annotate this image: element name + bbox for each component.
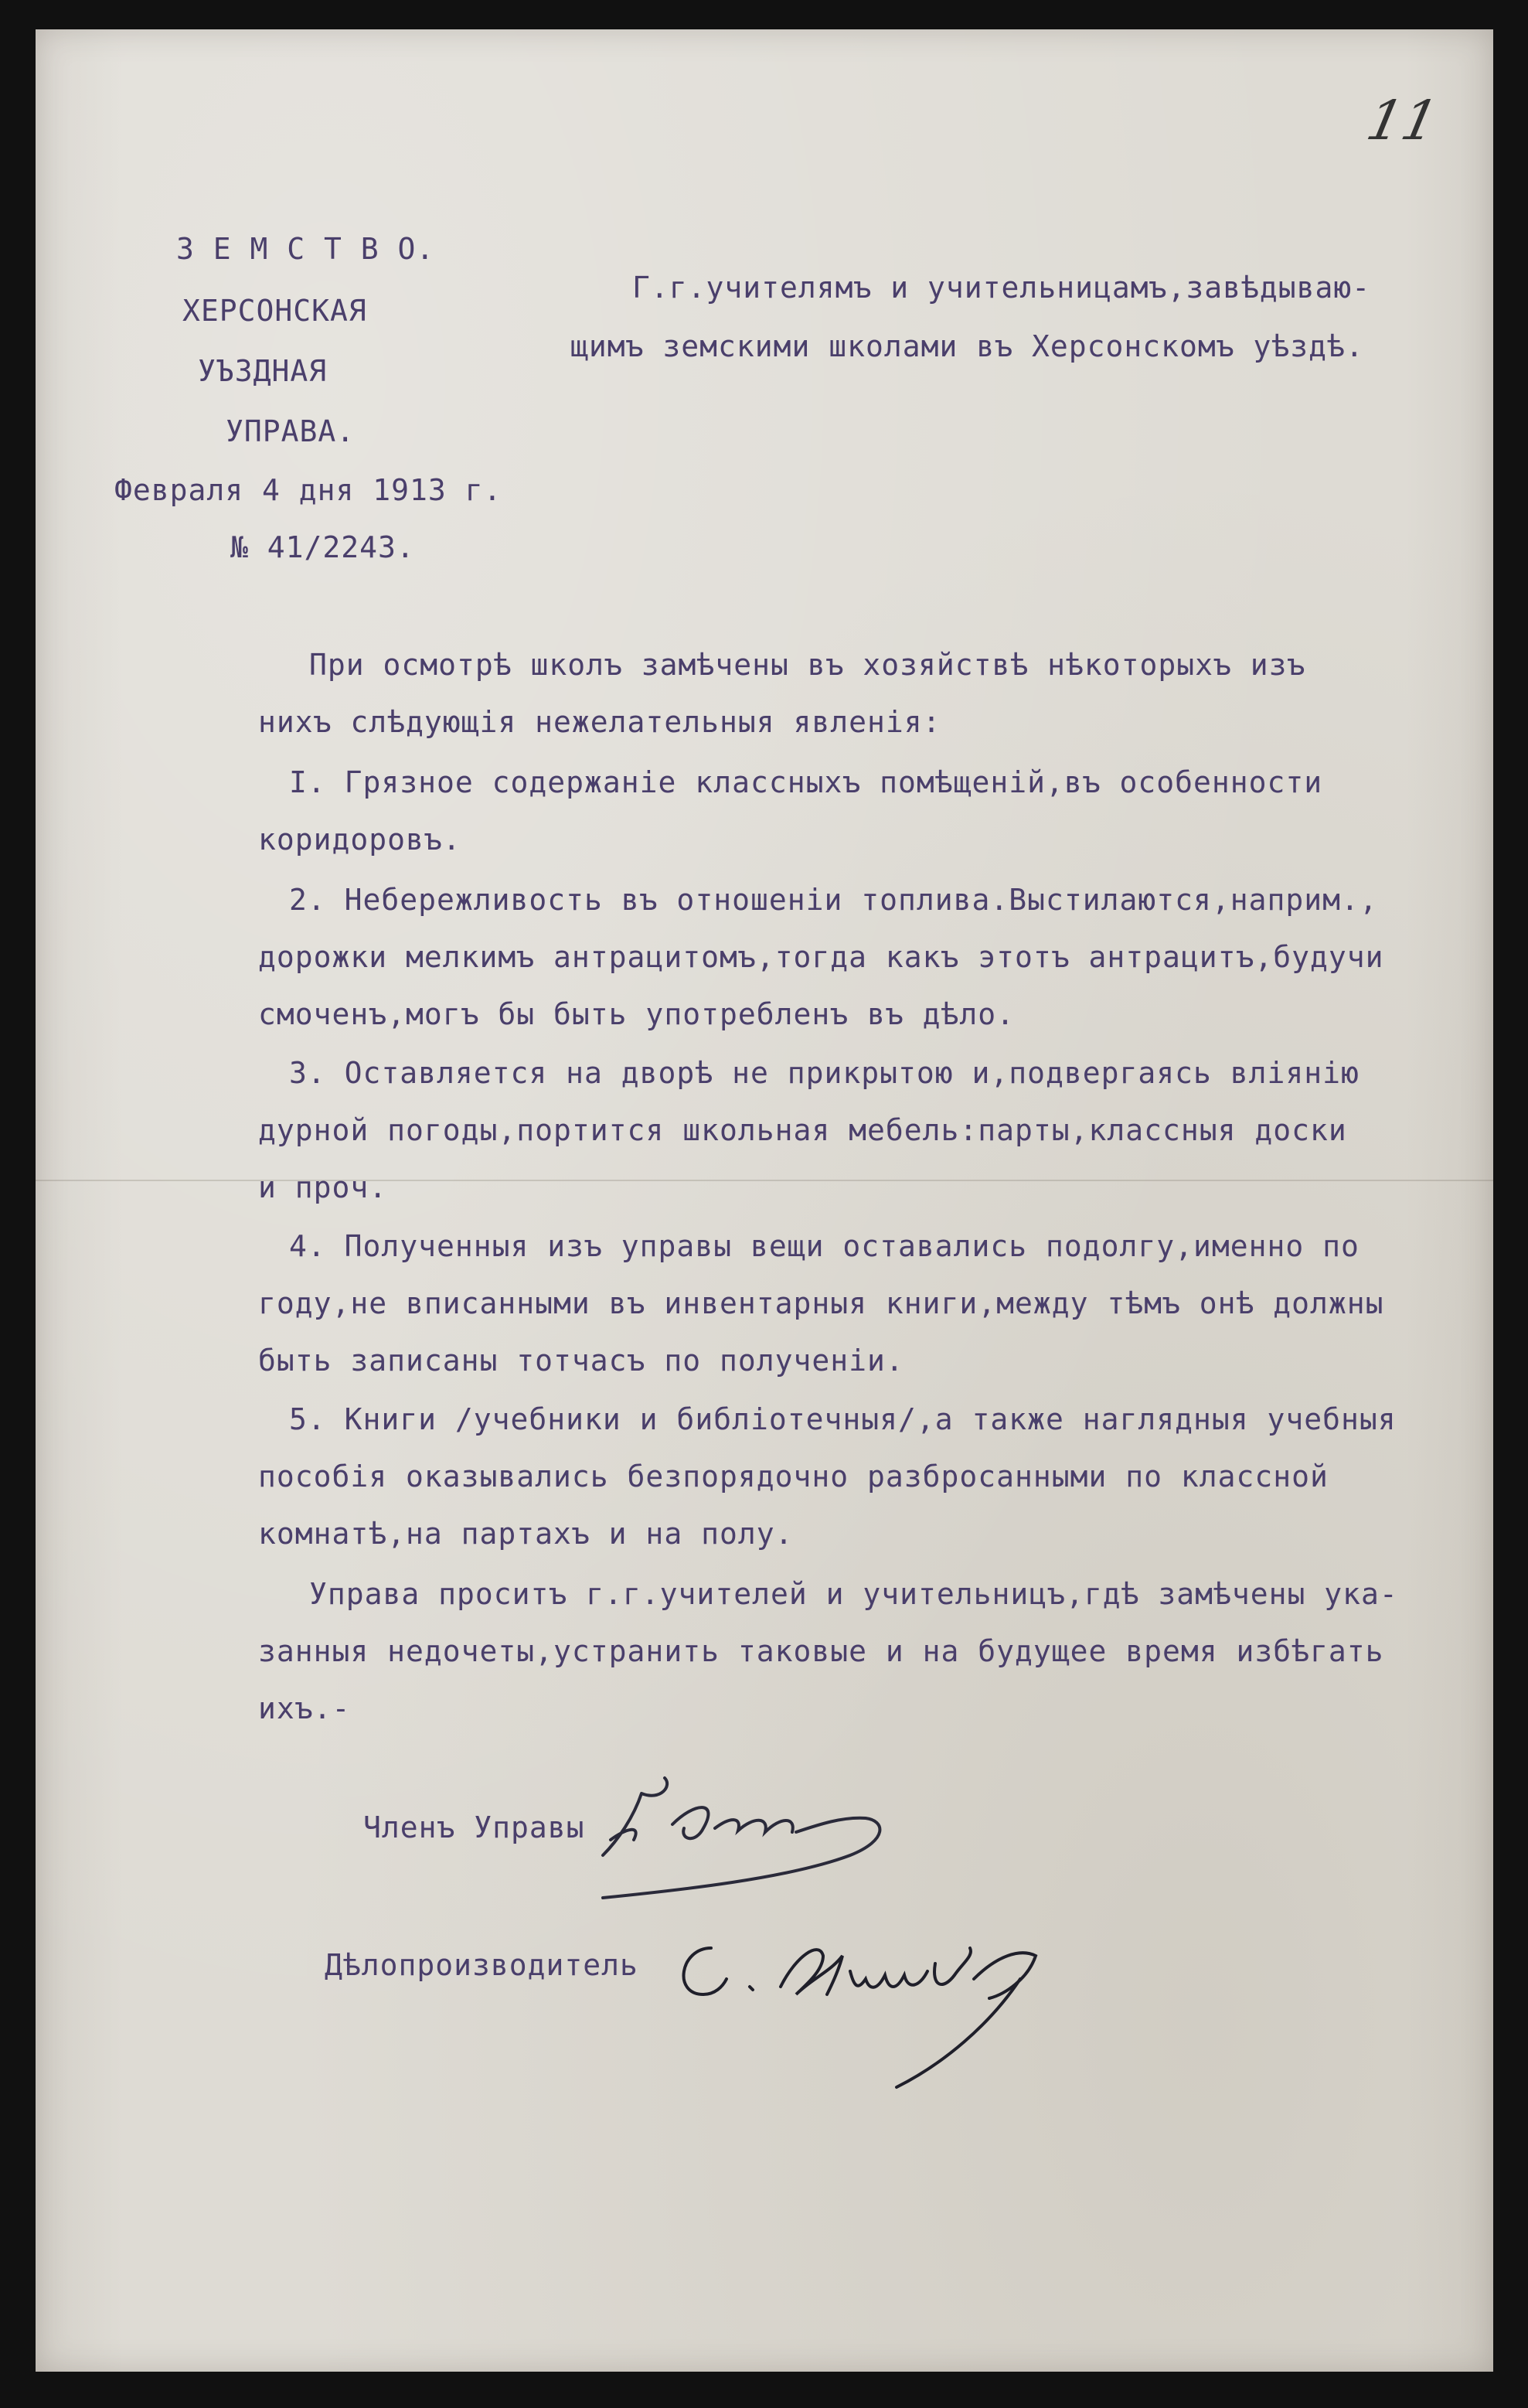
header-zemstvo: З Е М С Т В О. xyxy=(176,232,435,266)
member-signature xyxy=(587,1755,943,1909)
closing-line-3: ихъ.- xyxy=(258,1691,351,1725)
item-4-line-2: году,не вписанными въ инвентарныя книги,между тѣмъ онѣ должны xyxy=(258,1286,1384,1320)
header-uprava: УПРАВА. xyxy=(226,414,356,448)
addressee-line-1: Г.г.учителямъ и учительницамъ,завѣдываю- xyxy=(632,271,1371,305)
body-intro-2: нихъ слѣдующія нежелательныя явленія: xyxy=(258,705,941,739)
item-3-line-3: и проч. xyxy=(258,1170,388,1204)
item-2-line-2: дорожки мелкимъ антрацитомъ,тогда какъ этотъ антрацитъ,будучи xyxy=(258,940,1384,974)
body-intro-1: При осмотрѣ школъ замѣчены въ хозяйствѣ нѣкоторыхъ изъ xyxy=(309,648,1306,682)
fold-line xyxy=(36,1180,1493,1181)
item-2-line-3: смоченъ,могъ бы быть употребленъ въ дѣло. xyxy=(258,997,1015,1031)
header-kherson: ХЕРСОНСКАЯ xyxy=(182,294,367,328)
item-5-line-1: 5. Книги /учебники и библіотечныя/,а также наглядныя учебныя xyxy=(289,1402,1397,1436)
item-4-line-1: 4. Полученныя изъ управы вещи оставались подолгу,именно по xyxy=(289,1229,1360,1263)
item-5-line-3: комнатѣ,на партахъ и на полу. xyxy=(258,1517,794,1551)
item-2-line-1: 2. Небережливость въ отношеніи топлива.Выстилаются,наприм., xyxy=(289,883,1378,917)
item-4-line-3: быть записаны тотчасъ по полученіи. xyxy=(258,1344,904,1378)
header-number: № 41/2243. xyxy=(230,530,415,564)
member-label: Членъ Управы xyxy=(363,1810,585,1844)
addressee-line-2: щимъ земскими школами въ Херсонскомъ уѣздѣ. xyxy=(570,329,1364,363)
header-uezdnaya: УЪЗДНАЯ xyxy=(198,354,328,388)
header-date: Февраля 4 дня 1913 г. xyxy=(114,473,502,507)
item-1-line-2: коридоровъ. xyxy=(258,823,461,857)
clerk-label: Дѣлопроизводитель xyxy=(325,1948,638,1982)
clerk-signature xyxy=(665,1925,1098,2095)
item-3-line-2: дурной погоды,портится школьная мебель:парты,классныя доски xyxy=(258,1113,1347,1147)
closing-line-1: Управа проситъ г.г.учителей и учительницъ,гдѣ замѣчены ука- xyxy=(309,1577,1398,1611)
archive-number: 11 xyxy=(1361,89,1444,152)
closing-line-2: занныя недочеты,устранить таковые и на будущее время избѣгать xyxy=(258,1634,1384,1668)
item-1-line-1: I. Грязное содержаніе классныхъ помѣщеній,въ особенности xyxy=(289,765,1323,799)
item-5-line-2: пособія оказывались безпорядочно разбросанными по классной xyxy=(258,1459,1329,1494)
item-3-line-1: 3. Оставляется на дворѣ не прикрытою и,подвергаясь вліянію xyxy=(289,1056,1360,1090)
